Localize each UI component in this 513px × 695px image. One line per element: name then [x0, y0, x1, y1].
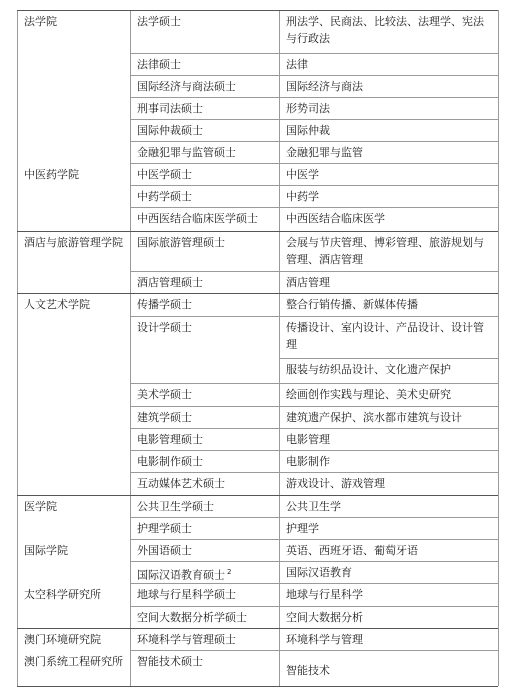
fields-cell: 建筑遗产保护、滨水都市建筑与设计: [286, 411, 462, 424]
degree-cell: 外国语硕士: [137, 544, 192, 557]
degree-cell: 公共卫生学硕士: [137, 500, 214, 513]
degree-cell: 刑事司法硕士: [137, 102, 203, 115]
degree-cell: 中药学硕士: [137, 190, 192, 203]
fields-cell: 国际仲裁: [286, 124, 330, 137]
fields-cell: 国际汉语教育: [286, 566, 352, 579]
degree-cell: 建筑学硕士: [137, 411, 192, 424]
fields-cell: 服装与纺织品设计、文化遗产保护: [286, 363, 451, 376]
degree-cell: 国际仲裁硕士: [137, 124, 203, 137]
section-divider: [17, 628, 498, 629]
degree-cell: 中西医结合临床医学硕士: [137, 212, 258, 225]
degree-cell: 中医学硕士: [137, 168, 192, 181]
row-divider: [130, 163, 498, 164]
fields-cell: 整合行销传播、新媒体传播: [286, 298, 418, 311]
fields-cell: 护理学: [286, 522, 319, 535]
degree-cell: 护理学硕士: [137, 522, 192, 535]
row-divider: [130, 53, 498, 54]
row-divider: [130, 606, 498, 607]
program-table: [17, 10, 498, 686]
degree-cell: 国际经济与商法硕士: [137, 80, 236, 93]
section-divider: [17, 686, 498, 687]
column-divider: [17, 10, 18, 686]
college-cell: 国际学院: [24, 544, 68, 557]
row-divider: [130, 539, 498, 540]
row-divider: [130, 119, 498, 120]
fields-cell: 刑法学、民商法、比较法、法理学、宪法与行政法: [286, 15, 484, 45]
row-divider: [130, 271, 498, 272]
college-cell: 澳门系统工程研究所: [24, 655, 123, 668]
fields-cell: 中西医结合临床医学: [286, 212, 385, 225]
fields-cell: 形势司法: [286, 102, 330, 115]
fields-cell: 会展与节庆管理、博彩管理、旅游规划与管理、酒店管理: [286, 236, 484, 266]
row-divider: [130, 428, 498, 429]
degree-cell: 金融犯罪与监管硕士: [137, 146, 236, 159]
degree-cell: 国际汉语教育硕士 $^2$: [137, 568, 232, 582]
degree-cell: 法学硕士: [137, 15, 181, 28]
row-divider: [279, 358, 498, 359]
fields-cell: 电影制作: [286, 455, 330, 468]
fields-cell: 游戏设计、游戏管理: [286, 477, 385, 490]
fields-cell: 绘画创作实践与理论、美术史研究: [286, 388, 451, 401]
degree-cell: 互动媒体艺术硕士: [137, 477, 225, 490]
college-cell: 太空科学研究所: [24, 588, 101, 601]
college-cell: 人文艺术学院: [24, 298, 90, 311]
row-divider: [130, 141, 498, 142]
fields-cell: 英语、西班牙语、葡萄牙语: [286, 544, 418, 557]
row-divider: [130, 472, 498, 473]
row-divider: [130, 561, 498, 562]
degree-cell: 智能技术硕士: [137, 655, 203, 668]
college-cell: 酒店与旅游管理学院: [24, 236, 123, 249]
fields-cell: 金融犯罪与监管: [286, 146, 363, 159]
fields-cell: 法律: [286, 58, 308, 71]
row-divider: [130, 450, 498, 451]
degree-cell: 环境科学与管理硕士: [137, 633, 236, 646]
fields-cell: 国际经济与商法: [286, 80, 363, 93]
fields-cell: 环境科学与管理: [286, 633, 363, 646]
row-divider: [130, 316, 498, 317]
fields-cell: 地球与行星科学: [286, 588, 363, 601]
degree-cell: 设计学硕士: [137, 321, 192, 334]
college-cell: 中医药学院: [24, 168, 79, 181]
section-divider: [17, 231, 498, 232]
column-divider: [279, 10, 280, 686]
college-cell: 法学院: [24, 15, 57, 28]
section-divider: [17, 10, 498, 11]
degree-cell: 空间大数据分析学硕士: [137, 611, 247, 624]
fields-cell: 公共卫生学: [286, 500, 341, 513]
row-divider: [130, 75, 498, 76]
fields-cell: 智能技术: [286, 664, 330, 677]
degree-cell: 电影制作硕士: [137, 455, 203, 468]
footnote-marker: 2: [227, 568, 232, 576]
fields-cell: 传播设计、室内设计、产品设计、设计管理: [286, 321, 484, 351]
college-cell: 医学院: [24, 500, 57, 513]
degree-cell: 国际旅游管理硕士: [137, 236, 225, 249]
row-divider: [130, 97, 498, 98]
degree-cell: 美术学硕士: [137, 388, 192, 401]
section-divider: [17, 293, 498, 294]
row-divider: [130, 185, 498, 186]
row-divider: [130, 650, 498, 651]
row-divider: [130, 383, 498, 384]
fields-cell: 中药学: [286, 190, 319, 203]
degree-cell: 传播学硕士: [137, 298, 192, 311]
fields-cell: 空间大数据分析: [286, 611, 363, 624]
degree-cell: 电影管理硕士: [137, 433, 203, 446]
row-divider: [130, 517, 498, 518]
fields-cell: 酒店管理: [286, 276, 330, 289]
degree-cell: 法律硕士: [137, 58, 181, 71]
degree-cell: 地球与行星科学硕士: [137, 588, 236, 601]
row-divider: [130, 207, 498, 208]
row-divider: [130, 406, 498, 407]
degree-cell: 酒店管理硕士: [137, 276, 203, 289]
section-divider: [17, 495, 498, 496]
fields-cell: 中医学: [286, 168, 319, 181]
column-divider: [130, 10, 131, 686]
college-cell: 澳门环境研究院: [24, 633, 101, 646]
column-divider: [498, 10, 499, 686]
fields-cell: 电影管理: [286, 433, 330, 446]
